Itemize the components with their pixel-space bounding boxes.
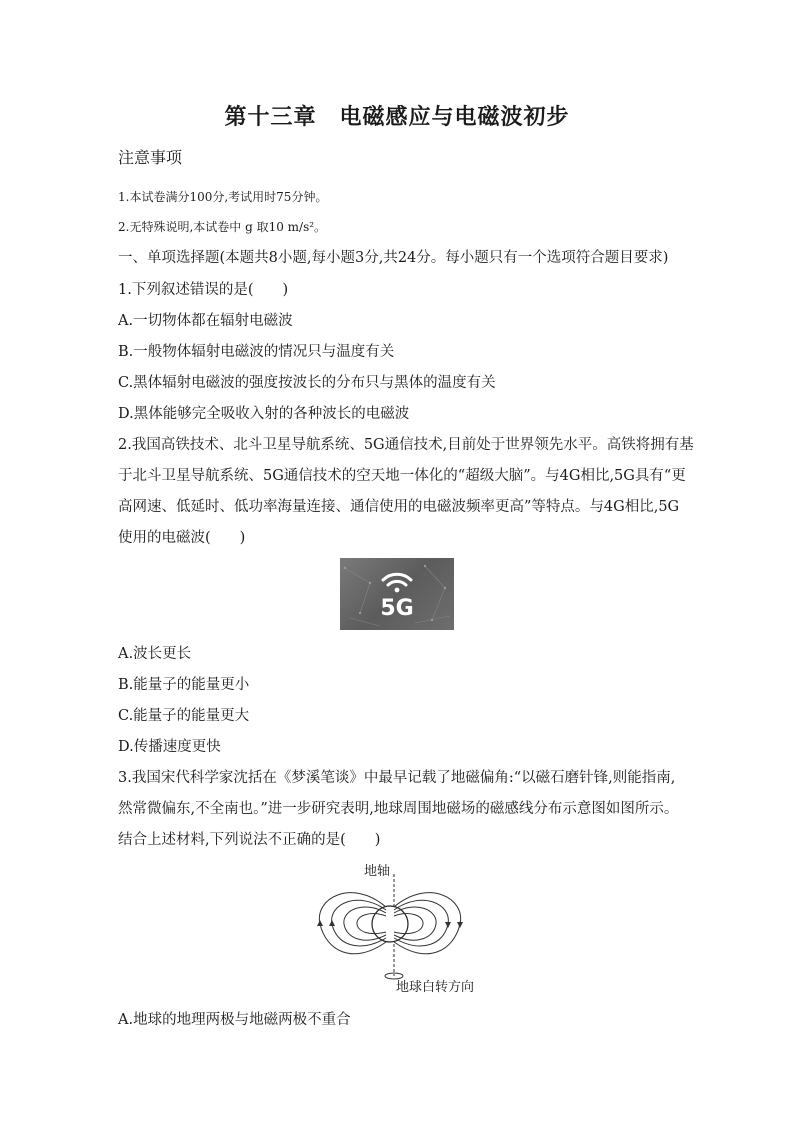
question-1-stem: 1.下列叙述错误的是( ) [118, 282, 289, 298]
question-2-stem-line: 高网速、低延时、低功率海量连接、通信使用的电磁波频率更高”等特点。与4G相比,5G [118, 499, 680, 515]
question-2-stem-line: 于北斗卫星导航系统、5G通信技术的空天地一体化的“超级大脑”。与4G相比,5G具有“更 [118, 468, 686, 484]
notice-item: 1.本试卷满分100分,考试用时75分钟。 [118, 190, 328, 204]
q2-option-b: B.能量子的能量更小 [118, 677, 250, 693]
question-2-stem-line: 使用的电磁波( ) [118, 530, 246, 546]
rotation-label: 地球白转方向 [396, 980, 475, 995]
notice-heading: 注意事项 [118, 148, 183, 167]
question-3-stem-line: 3.我国宋代科学家沈括在《梦溪笔谈》中最早记载了地磁偏角:“以磁石磨针锋,则能指南, [118, 770, 676, 786]
question-2-stem-line: 2.我国高铁技术、北斗卫星导航系统、5G通信技术,目前处于世界领先水平。高铁将拥有基 [118, 437, 694, 453]
geomagnetic-field-figure [312, 858, 482, 998]
q2-option-d: D.传播速度更快 [118, 739, 221, 755]
q2-option-c: C.能量子的能量更大 [118, 708, 250, 724]
page-title: 第十三章 电磁感应与电磁波初步 [224, 104, 570, 130]
section-heading: 一、单项选择题(本题共8小题,每小题3分,共24分。每小题只有一个选项符合题目要求) [118, 250, 669, 266]
q1-option-d: D.黑体能够完全吸收入射的各种波长的电磁波 [118, 406, 410, 422]
5g-label: 5G [380, 596, 414, 621]
question-3-stem-line: 结合上述材料,下列说法不正确的是( ) [118, 832, 381, 848]
q1-option-a: A.一切物体都在辐射电磁波 [118, 313, 293, 329]
wifi-icon [383, 574, 411, 592]
q3-option-a: A.地球的地理两极与地磁两极不重合 [118, 1012, 351, 1028]
q2-option-a: A.波长更长 [118, 646, 192, 662]
q1-option-b: B.一般物体辐射电磁波的情况只与温度有关 [118, 344, 395, 360]
notice-item: 2.无特殊说明,本试卷中 g 取10 m/s²。 [118, 220, 327, 234]
axis-label: 地轴 [364, 864, 391, 879]
q1-option-c: C.黑体辐射电磁波的强度按波长的分布只与黑体的温度有关 [118, 375, 496, 391]
5g-figure [340, 558, 454, 630]
question-3-stem-line: 然常微偏东,不全南也。”进一步研究表明,地球周围地磁场的磁感线分布示意图如图所示。 [118, 801, 679, 817]
